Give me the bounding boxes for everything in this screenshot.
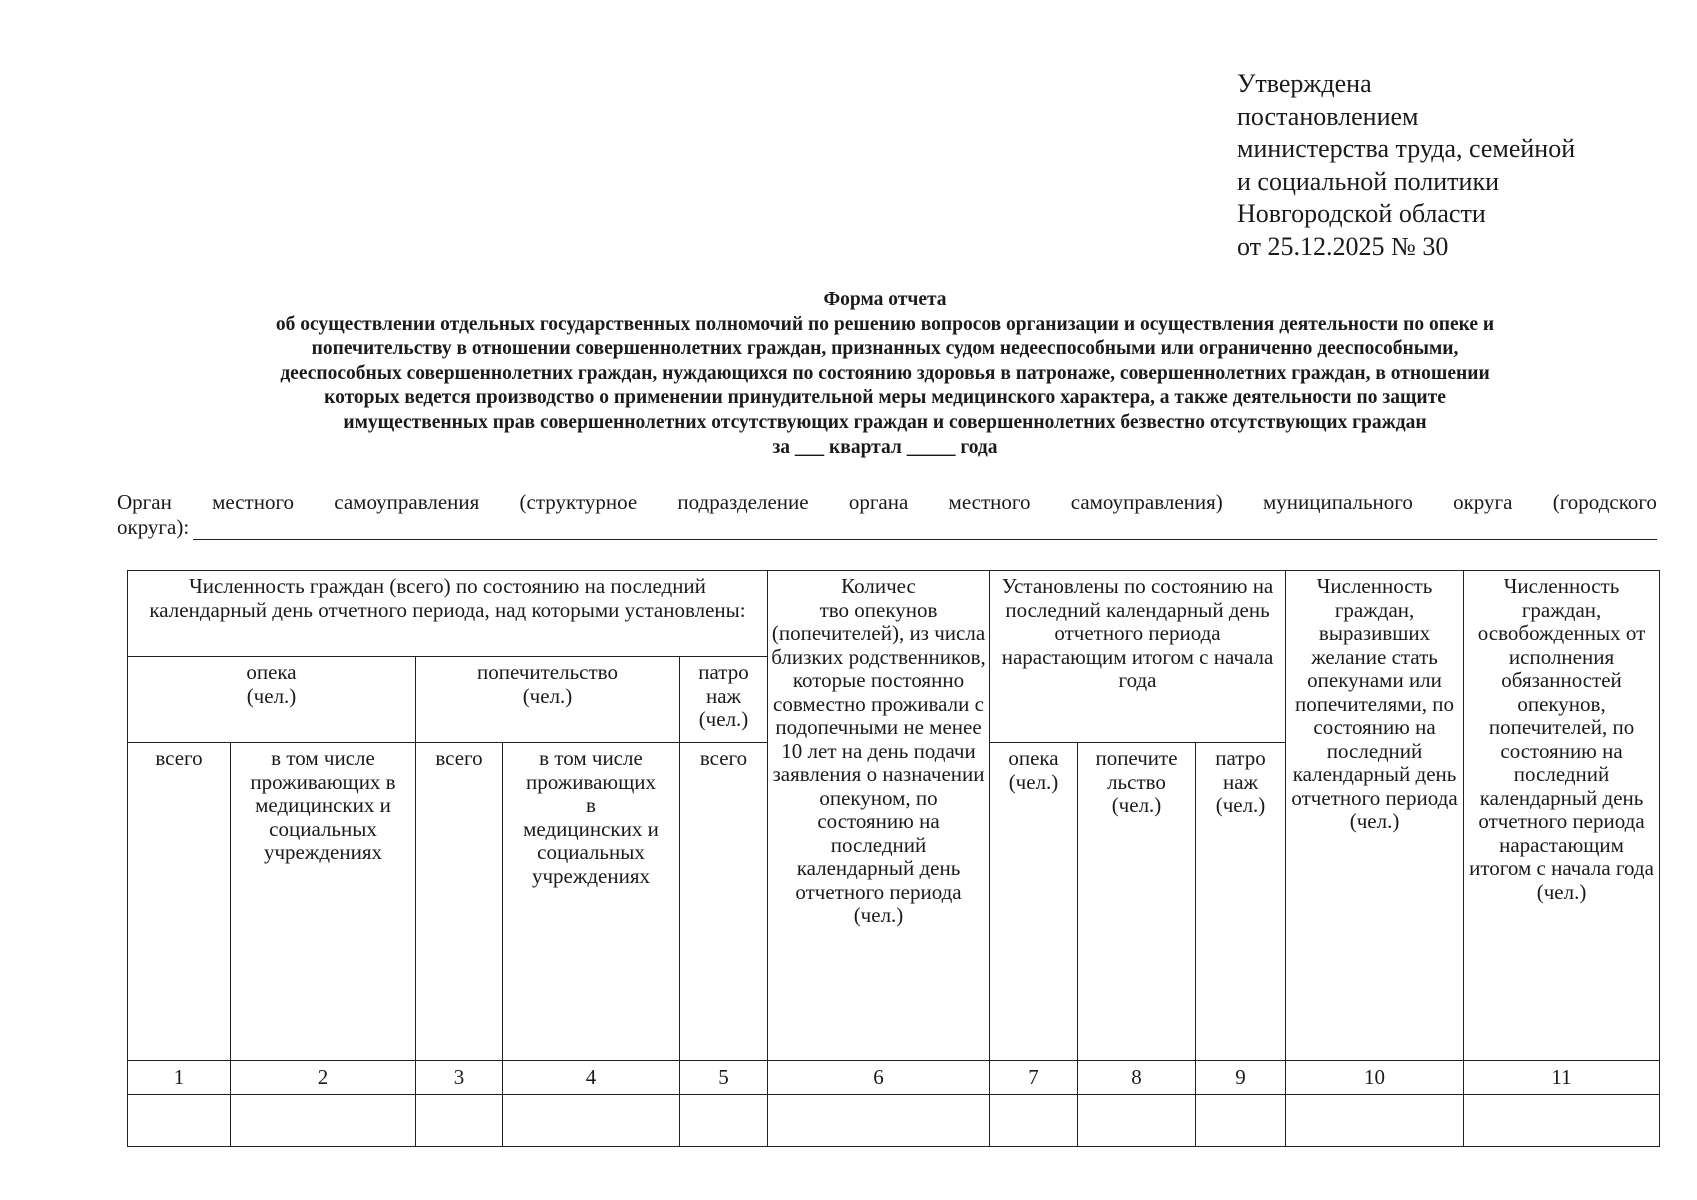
approval-line: от 25.12.2025 № 30: [1237, 231, 1449, 261]
org-name-blank-line[interactable]: [193, 520, 1657, 540]
org-word: муниципального: [1263, 490, 1413, 514]
header-col3-total: всего: [416, 743, 503, 1061]
org-word: самоуправления): [1070, 490, 1223, 514]
approval-line: министерства труда, семейной: [1237, 134, 1576, 164]
approval-line: и социальной политики: [1237, 166, 1499, 196]
data-cell[interactable]: [768, 1095, 990, 1147]
title-line: об осуществлении отдельных государственных полномочий по решению вопросов организации и осуществления деятельности по опеке и: [275, 313, 1495, 335]
approval-line: Новгородской области: [1237, 199, 1486, 229]
title-line: имущественных прав совершеннолетних отсутствующих граждан и совершеннолетних безвестно отсутствующих граждан: [343, 411, 1427, 433]
column-number: 6: [768, 1061, 990, 1095]
title-period-line: за ___ квартал _____ года: [772, 436, 998, 458]
org-word: местного: [212, 490, 295, 514]
data-cell[interactable]: [990, 1095, 1078, 1147]
approval-stamp: [1237, 68, 1677, 264]
header-popechitelstvo: попечительство (чел.): [416, 657, 680, 743]
header-col1-total: всего: [128, 743, 231, 1061]
org-word: Орган: [117, 490, 172, 514]
column-number: 8: [1078, 1061, 1196, 1095]
column-number: 7: [990, 1061, 1078, 1095]
column-number: 3: [416, 1061, 503, 1095]
column-number: 1: [128, 1061, 231, 1095]
column-number: 4: [503, 1061, 680, 1095]
header-guardianship-group: Численность граждан (всего) по состоянию на последний календарный день отчетного периода, над которыми установлены:: [128, 571, 768, 657]
header-opeka: опека (чел.): [128, 657, 416, 743]
data-cell[interactable]: [416, 1095, 503, 1147]
header-col9-patronazh: патро наж (чел.): [1196, 743, 1286, 1061]
header-col5-total: всего: [680, 743, 768, 1061]
data-cell[interactable]: [1286, 1095, 1464, 1147]
approval-line: Утверждена: [1237, 69, 1372, 98]
header-col10-willing-guardians: Численность граждан, выразивших желание стать опекунами или попечителями, по состоянию на последний календарный день отчетного периода (чел.): [1286, 571, 1464, 1061]
org-word: округа: [1453, 490, 1513, 514]
org-word: самоуправления: [334, 490, 480, 514]
org-label-line1: [117, 490, 1657, 515]
approval-line: постановлением: [1237, 101, 1419, 131]
header-established-group: Установлены по состоянию на последний календарный день отчетного периода нарастающим итогом с начала года: [990, 571, 1286, 743]
header-col2-in-institutions: в том числе проживающих в медицинских и социальных учреждениях: [231, 743, 416, 1061]
data-cell[interactable]: [128, 1095, 231, 1147]
document-title: [115, 288, 1655, 460]
data-cell[interactable]: [1078, 1095, 1196, 1147]
title-line: Форма отчета: [823, 289, 947, 310]
title-line: дееспособных совершеннолетних граждан, нуждающихся по состоянию здоровья в патронаже, совершеннолетних граждан, в отношении: [280, 362, 1490, 384]
org-word: подразделение: [677, 490, 809, 514]
report-table: [127, 570, 1660, 1147]
title-line: попечительству в отношении совершеннолетних граждан, признанных судом недееспособными или ограниченно дееспособными,: [311, 338, 1459, 360]
data-cell[interactable]: [680, 1095, 768, 1147]
column-number: 9: [1196, 1061, 1286, 1095]
header-col8-popechitelstvo: попечите льство (чел.): [1078, 743, 1196, 1061]
org-label-end: округа):: [117, 515, 190, 539]
data-cell[interactable]: [1196, 1095, 1286, 1147]
org-word: (структурное: [519, 490, 638, 514]
column-number: 11: [1464, 1061, 1660, 1095]
data-cell[interactable]: [1464, 1095, 1660, 1147]
header-col11-released-guardians: Численность граждан, освобожденных от исполнения обязанностей опекунов, попечителей, по состоянию на последний календарный день отчетного периода нарастающим итогом с начала года (чел.): [1464, 571, 1660, 1061]
org-word: местного: [948, 490, 1031, 514]
column-number: 2: [231, 1061, 416, 1095]
org-word: (городского: [1552, 490, 1657, 514]
data-cell[interactable]: [231, 1095, 416, 1147]
header-patronazh: патро наж (чел.): [680, 657, 768, 743]
org-label-line2: [117, 515, 1657, 540]
org-field: [117, 490, 1657, 540]
column-number: 5: [680, 1061, 768, 1095]
header-col7-opeka: опека (чел.): [990, 743, 1078, 1061]
header-col4-in-institutions: в том числе проживающих в медицинских и социальных учреждениях: [503, 743, 680, 1061]
org-word: органа: [848, 490, 909, 514]
data-cell[interactable]: [503, 1095, 680, 1147]
title-line: которых ведется производство о применении принудительной меры медицинского характера, а также деятельности по защите: [324, 387, 1446, 409]
column-number: 10: [1286, 1061, 1464, 1095]
header-col6-relatives-count: Количес тво опекунов (попечителей), из числа близких родственников, которые постоянно совместно проживали с подопечными не менее 10 лет на день подачи заявления о назначении опекуном, по состоянию на последний календарный день отчетного периода (чел.): [768, 571, 990, 1061]
